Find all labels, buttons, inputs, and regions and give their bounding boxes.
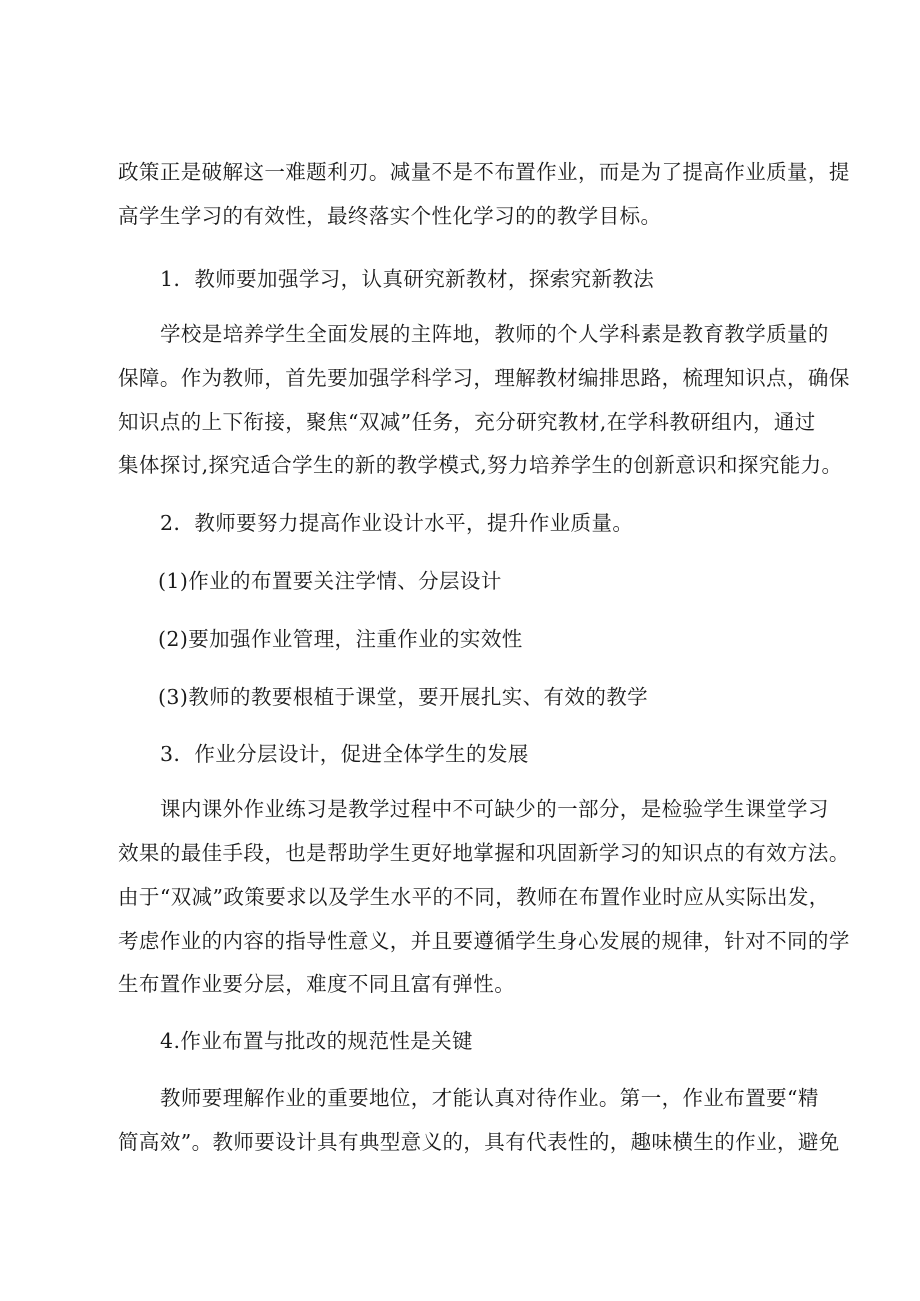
section-4-para-line-2: 简 高 效 ” 。 教 师 要 设 计 具 有 典 型 意 义 的 ， 具 有 代 表 性 的 ， 趣 味 横 生 的 作 业 ， 避 免 — [118, 1130, 840, 1154]
section-2-item-3: (3)教师的教要根植于课堂，要开展扎实、有效的教学 — [158, 685, 649, 709]
section-1-para-line-3: 知 识 点 的 上 下 衔 接 ， 聚 焦 “ 双 减 ” 任 务 ， 充 分 研 究 教 材 , 在 学 科 教 研 组 内 ， 通 过 — [118, 410, 816, 434]
intro-line-2: 高学生学习的有效性，最终落实个性化学习的的教学目标。 — [118, 204, 662, 228]
section-1-heading: 1．教师要加强学习，认真研究新教材，探索究新教法 — [160, 267, 655, 291]
section-3-para-line-1: 课内课外作业练习是教学过程中不可缺少的一部分，是检验学生课堂学习 — [160, 797, 829, 821]
section-1-para-line-2: 保 障 。 作 为 教 师 ， 首 先 要 加 强 学 科 学 习 ， 理 解 教 材 编 排 思 路 ， 梳 理 知 识 点 ， 确 保 — [118, 366, 850, 390]
section-3-heading: 3．作业分层设计，促进全体学生的发展 — [160, 742, 529, 766]
section-2-item-1: (1)作业的布置要关注学情、分层设计 — [158, 569, 502, 593]
intro-line-1: 政 策 正 是 破 解 这 一 难 题 利 刃 。 减 量 不 是 不 布 置 作 业 ， 而 是 为 了 提 高 作 业 质 量 ， 提 — [118, 160, 850, 184]
section-3-para-line-4: 考 虑 作 业 的 内 容 的 指 导 性 意 义 ， 并 且 要 遵 循 学 生 身 心 发 展 的 规 律 ， 针 对 不 同 的 学 — [118, 929, 850, 953]
section-4-para-line-1: 教师要理解作业的重要地位，才能认真对待作业。第一，作业布置要“精 — [160, 1086, 819, 1110]
section-4-heading: 4.作业布置与批改的规范性是关键 — [160, 1029, 473, 1053]
section-3-para-line-5: 生布置作业要分层，难度不同且富有弹性。 — [118, 972, 516, 996]
section-1-para-line-4: 集体探讨,探究适合学生的新的教学模式,努力培养学生的创新意识和探究能力。 — [118, 453, 843, 477]
section-1-para-line-1: 学校是培养学生全面发展的主阵地，教师的个人学科素是教育教学质量的 — [160, 322, 829, 346]
section-2-item-2: (2)要加强作业管理，注重作业的实效性 — [158, 627, 523, 651]
section-3-para-line-2: 效 果 的 最 佳 手 段 ， 也 是 帮 助 学 生 更 好 地 掌 握 和 巩 固 新 学 习 的 知 识 点 的 有 效 方 法 。 — [118, 841, 850, 865]
section-2-heading: 2．教师要努力提高作业设计水平，提升作业质量。 — [160, 511, 634, 535]
section-3-para-line-3: 由 于 “ 双 减 ” 政 策 要 求 以 及 学 生 水 平 的 不 同 ， 教 师 在 布 置 作 业 时 应 从 实 际 出 发 ， — [118, 885, 830, 909]
